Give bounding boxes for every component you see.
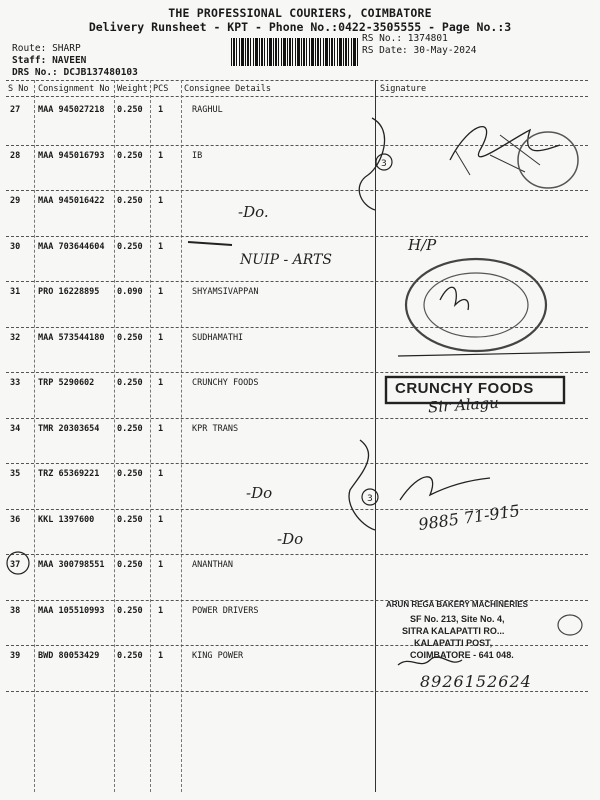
college-stamp-inner (424, 273, 528, 337)
route-value: SHARP (52, 43, 81, 54)
cell-consignment: KKL 1397600 (38, 514, 95, 525)
runsheet-subtitle: Delivery Runsheet - KPT - Phone No.:0422-3505555 - Page No.:3 (88, 20, 512, 34)
cell-consignee: SUDHAMATHI (192, 332, 244, 343)
cell-weight: 0.250 (117, 651, 143, 661)
col-head-pcs: PCS (153, 84, 169, 94)
arun-stamp-line5: COIMBATORE - 641 048. (410, 650, 514, 660)
col-head-weight: Weight (117, 84, 148, 94)
sir-alagu-note: Sir Alagu (427, 393, 500, 417)
cell-pcs: 1 (158, 469, 164, 479)
phone-note: 9885 71-915 (417, 500, 521, 535)
crunchy-stamp-text: CRUNCHY FOODS (395, 380, 534, 397)
cell-consignment: TRZ 65369221 (38, 469, 100, 479)
count-three-2: 3 (367, 494, 373, 504)
arun-stamp-line1: ARUN REGA BAKERY MACHINERIES (386, 600, 528, 609)
cell-sno: 38 (10, 605, 21, 616)
cell-consignment: MAA 945016793 (38, 150, 105, 161)
cell-consignee: KING POWER (192, 651, 244, 661)
company-title: THE PROFESSIONAL COURIERS, COIMBATORE (168, 6, 432, 20)
cell-consignee: ANANTHAN (192, 560, 233, 570)
col-head-consignment: Consignment No (38, 84, 110, 94)
sno-circle (7, 552, 29, 574)
cell-consignment: MAA 105510993 (38, 605, 105, 616)
cell-pcs: 1 (158, 605, 164, 616)
arun-stamp-line3: SITRA KALAPATTI RO... (402, 626, 505, 636)
cell-consignment: BWD 80053429 (38, 651, 100, 661)
route-label: Route: (12, 43, 47, 54)
cell-weight: 0.250 (117, 378, 143, 388)
rs-date-value: 30-May-2024 (413, 45, 477, 56)
strike-out (188, 242, 232, 245)
ditto-row35: -Do (246, 484, 273, 502)
cell-sno: 34 (10, 423, 21, 434)
cell-pcs: 1 (158, 378, 164, 388)
nuip-arts-note: NUIP - ARTS (240, 252, 332, 268)
cell-consignment: MAA 945027218 (38, 105, 105, 115)
cell-sno: 39 (10, 651, 21, 661)
cell-pcs: 1 (158, 332, 164, 343)
cell-pcs: 1 (158, 514, 164, 525)
cell-weight: 0.250 (117, 241, 143, 252)
arun-stamp-line2: SF No. 213, Site No. 4, (410, 614, 505, 624)
cell-consignee: SHYAMSIVAPPAN (192, 287, 259, 297)
bracket-scribble-2 (349, 440, 375, 530)
ditto-row36: -Do (277, 530, 304, 548)
cell-weight: 0.250 (117, 423, 143, 434)
rs-date-label: RS Date: (362, 45, 408, 56)
mobile-note: 8926152624 (420, 672, 532, 691)
col-head-sno: S No (8, 84, 29, 94)
hp-note: H/P (408, 236, 437, 254)
cell-pcs: 1 (158, 287, 164, 297)
cell-consignment: MAA 300798551 (38, 560, 105, 570)
cell-consignee: IB (192, 150, 203, 161)
arun-stamp-line4: KALAPATTI POST, (414, 638, 493, 648)
col-head-signature: Signature (380, 84, 427, 94)
cell-weight: 0.250 (117, 105, 143, 115)
staff-label: Staff: (12, 55, 47, 66)
signature-row32-line (398, 352, 590, 356)
small-stamp (558, 615, 582, 635)
cell-consignee: CRUNCHY FOODS (192, 378, 259, 388)
cell-weight: 0.250 (117, 196, 143, 206)
cell-sno: 32 (10, 332, 21, 343)
drs-value: DCJB137480103 (63, 67, 138, 78)
cell-pcs: 1 (158, 196, 164, 206)
cell-pcs: 1 (158, 150, 164, 161)
cell-consignment: MAA 573544180 (38, 332, 105, 343)
cell-weight: 0.250 (117, 605, 143, 616)
cell-sno: 37 (10, 560, 21, 570)
cell-consignment: TRP 5290602 (38, 378, 95, 388)
rs-no-value: 1374801 (407, 33, 448, 44)
cell-consignment: MAA 703644604 (38, 241, 105, 252)
cell-sno: 29 (10, 196, 21, 206)
cell-pcs: 1 (158, 241, 164, 252)
cell-consignee: RAGHUL (192, 105, 223, 115)
ditto-row29: -Do. (238, 203, 269, 221)
staff-value: NAVEEN (52, 55, 87, 66)
cell-weight: 0.250 (117, 469, 143, 479)
cell-consignee: KPR TRANS (192, 423, 239, 434)
cell-sno: 33 (10, 378, 21, 388)
cell-weight: 0.250 (117, 560, 143, 570)
col-head-consignee: Consignee Details (184, 84, 271, 94)
cell-sno: 35 (10, 469, 21, 479)
cell-consignment: MAA 945016422 (38, 196, 105, 206)
signature-row35 (400, 477, 490, 500)
cell-pcs: 1 (158, 105, 164, 115)
round-stamp-row28 (518, 132, 578, 188)
cell-weight: 0.250 (117, 150, 143, 161)
cell-sno: 36 (10, 514, 21, 525)
cell-consignee: POWER DRIVERS (192, 605, 259, 616)
cell-weight: 0.090 (117, 287, 143, 297)
cell-pcs: 1 (158, 651, 164, 661)
cell-sno: 27 (10, 105, 21, 115)
count-three: 3 (381, 159, 387, 169)
cell-weight: 0.250 (117, 332, 143, 343)
cell-pcs: 1 (158, 423, 164, 434)
cell-sno: 30 (10, 241, 21, 252)
cell-weight: 0.250 (117, 514, 143, 525)
drs-label: DRS No.: (12, 67, 58, 78)
signature-row31 (440, 287, 468, 310)
cell-consignment: TMR 20303654 (38, 423, 100, 434)
cell-sno: 31 (10, 287, 21, 297)
cell-sno: 28 (10, 150, 21, 161)
cell-consignment: PRO 16228895 (38, 287, 100, 297)
rs-no-label: RS No.: (362, 33, 403, 44)
cell-pcs: 1 (158, 560, 164, 570)
